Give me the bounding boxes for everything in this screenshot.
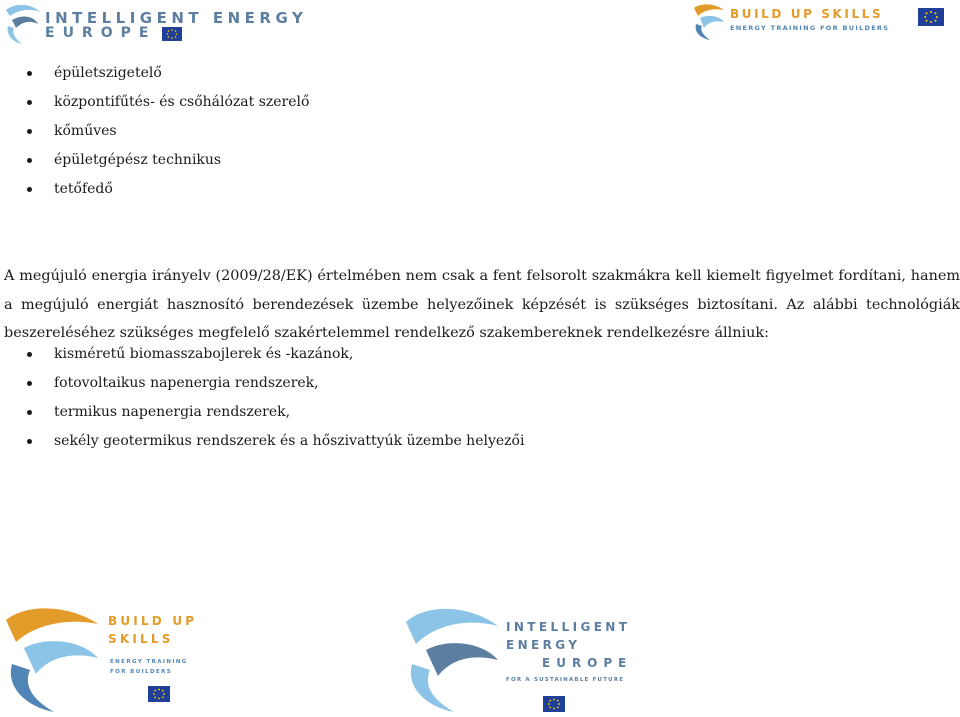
list-item [0, 117, 309, 146]
logo-line-4: FOR A SUSTAINABLE FUTURE [506, 677, 625, 683]
logo-line-2: SKILLS [108, 632, 174, 646]
body-paragraph: A megújuló energia irányelv (2009/28/EK) értelmében nem csak a fent felsorolt szakmákra kell kiemelt figyelmet fordítani, hanem a megújuló energiát hasznosító berendezések üzembe helyezőinek képzését is szükséges biztosítani. Az alábbi technológiák beszereléséhez szükséges megfelelő szakértelemmel rendelkező szakembereknek rendelkezésre állniuk: [4, 268, 960, 341]
occupation-list [0, 59, 309, 204]
bullet-icon [27, 352, 32, 357]
bullet-icon [27, 100, 32, 105]
list-item [0, 340, 524, 369]
logo-line-1: INTELLIGENT ENERGY [45, 9, 308, 27]
technology-list [0, 340, 524, 456]
bullet-icon [27, 158, 32, 163]
intelligent-energy-swoosh-icon [2, 2, 42, 46]
eu-flag-icon [543, 696, 565, 712]
list-item [0, 427, 524, 456]
list-item [0, 398, 524, 427]
list-item [0, 369, 524, 398]
logo-line-2: ENERGY [506, 638, 581, 652]
list-item-text: tetőfedő [54, 181, 113, 197]
eu-flag-icon [148, 686, 170, 702]
list-item-text: kőműves [54, 123, 117, 139]
list-item [0, 146, 309, 175]
logo-line-4: FOR BUILDERS [110, 669, 173, 675]
list-item-text: fotovoltaikus napenergia rendszerek, [54, 375, 319, 391]
intelligent-energy-europe-logo-top [0, 0, 308, 48]
intelligent-energy-swoosh-icon [402, 602, 502, 714]
intelligent-energy-europe-logo-bottom [400, 600, 640, 717]
list-item-text: épületszigetelő [54, 65, 162, 81]
list-item [0, 88, 309, 117]
bullet-icon [27, 187, 32, 192]
build-up-skills-logo-top [690, 0, 950, 44]
build-up-skills-swoosh-icon [2, 602, 102, 714]
eu-flag-icon [918, 8, 944, 26]
eu-flag-icon [162, 27, 182, 41]
list-item-text: épületgépész technikus [54, 152, 222, 168]
build-up-skills-swoosh-icon [692, 2, 726, 42]
logo-line-2: ENERGY TRAINING FOR BUILDERS [730, 24, 890, 32]
list-item [0, 175, 309, 204]
logo-line-3: ENERGY TRAINING [110, 659, 188, 665]
bullet-icon [27, 410, 32, 415]
list-item-text: sekély geotermikus rendszerek és a hőszivattyúk üzembe helyezői [54, 433, 525, 449]
logo-line-2: EUROPE [45, 25, 157, 41]
logo-line-1: INTELLIGENT [506, 620, 631, 634]
logo-line-3: EUROPE [542, 656, 633, 670]
bullet-icon [27, 439, 32, 444]
list-item [0, 59, 309, 88]
bullet-icon [27, 129, 32, 134]
list-item-text: termikus napenergia rendszerek, [54, 404, 291, 420]
build-up-skills-logo-bottom [0, 600, 220, 717]
logo-line-1: BUILD UP SKILLS [730, 7, 884, 21]
list-item-text: központifűtés- és csőhálózat szerelő [54, 94, 310, 110]
bullet-icon [27, 381, 32, 386]
list-item-text: kisméretű biomasszabojlerek és -kazánok, [54, 346, 354, 362]
logo-line-1: BUILD UP [108, 614, 198, 628]
bullet-icon [27, 71, 32, 76]
